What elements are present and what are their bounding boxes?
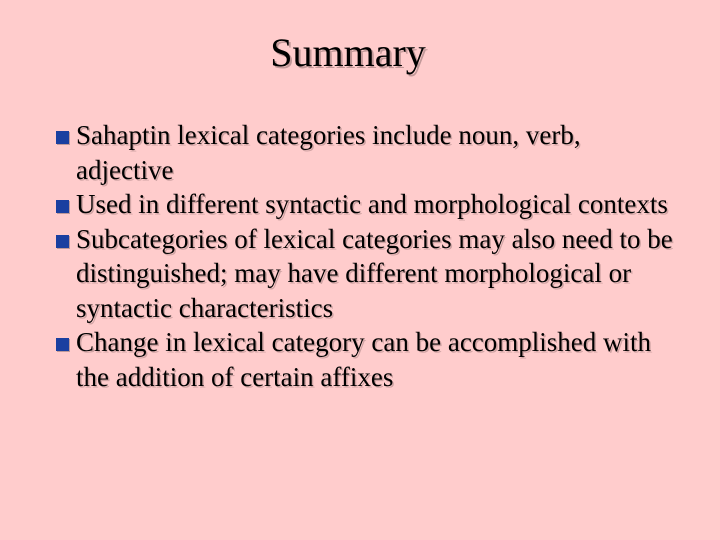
square-bullet-icon — [56, 235, 69, 248]
bullet-item — [56, 118, 676, 187]
bullet-text: Used in different syntactic and morphological contexts — [76, 189, 668, 219]
bullet-item — [56, 222, 676, 326]
square-bullet-icon — [56, 200, 69, 213]
bullet-text: Sahaptin lexical categories include noun, verb, adjective — [76, 120, 581, 185]
bullet-text: Change in lexical category can be accomplished with the addition of certain affixes — [76, 327, 652, 392]
bullet-item — [56, 325, 676, 394]
bullet-text: Subcategories of lexical categories may also need to be distinguished; may have different morphological or syntactic characteristics — [76, 223, 673, 323]
square-bullet-icon — [56, 131, 69, 144]
bullet-list — [56, 118, 676, 394]
slide-title: Summary — [270, 30, 426, 75]
square-bullet-icon — [56, 338, 69, 351]
bullet-item — [56, 187, 676, 222]
